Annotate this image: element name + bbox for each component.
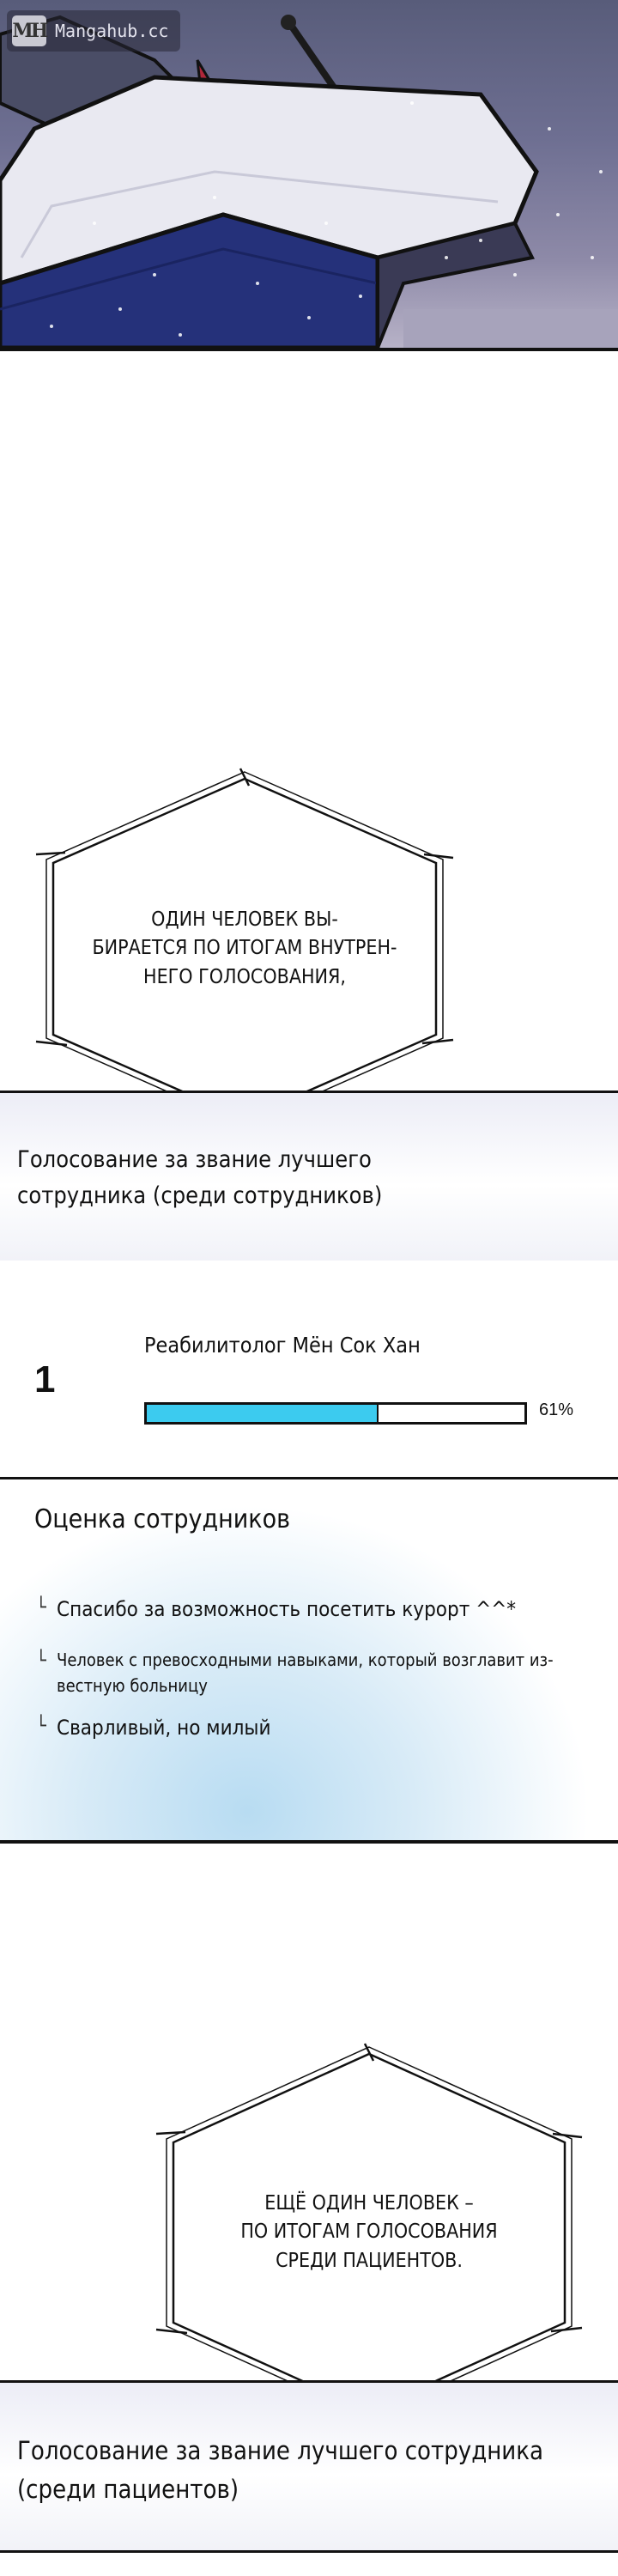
rank-name: Реабилитолог Мён Сок Хан: [144, 1333, 421, 1358]
review-item: [36, 1716, 270, 1740]
podium-illustration: [0, 0, 618, 348]
review-item: [36, 1647, 560, 1698]
review-text: Спасибо за возможность посетить курорт ^^*: [57, 1597, 517, 1621]
vote-progress-fill: [147, 1405, 379, 1422]
rank-number: 1: [34, 1358, 56, 1400]
vote-percent: 61%: [539, 1400, 574, 1419]
reply-arrow-icon: └: [36, 1650, 46, 1672]
speech-bubble-2: [154, 2044, 584, 2421]
site-logo-icon: MH: [12, 15, 46, 46]
scene-panel: [0, 0, 618, 351]
vote-banner-staff-title: [17, 1142, 382, 1214]
banner-1-line-2: сотрудника (среди сотрудников): [17, 1182, 383, 1209]
bubble-2-text: ЕЩЁ ОДИН ЧЕЛОВЕК – ПО ИТОГАМ ГОЛОСОВАНИЯ СРЕДИ ПАЦИЕНТОВ.: [240, 2191, 498, 2272]
site-name: Mangahub.cc: [55, 21, 169, 41]
review-text: Человек с превосходными навыками, который возглавит из-вестную больницу: [57, 1649, 554, 1696]
review-item: [36, 1597, 516, 1621]
reply-arrow-icon: └: [36, 1597, 46, 1619]
banner-2-line-1: Голосование за звание лучшего сотрудника: [17, 2436, 543, 2465]
ranking-card: [0, 1261, 618, 1479]
site-watermark: [7, 10, 180, 52]
vote-progress-bar: [144, 1402, 527, 1425]
banner-2-line-2: (среди пациентов): [17, 2474, 239, 2504]
reviews-title: Оценка сотрудников: [34, 1504, 291, 1534]
speech-bubble-1: [34, 769, 455, 1129]
banner-1-line-1: Голосование за звание лучшего: [17, 1146, 372, 1173]
reply-arrow-icon: └: [36, 1716, 46, 1737]
bubble-1-text: ОДИН ЧЕЛОВЕК ВЫ- БИРАЕТСЯ ПО ИТОГАМ ВНУТРЕН- НЕГО ГОЛОСОВАНИЯ,: [92, 908, 397, 988]
review-text: Сварливый, но милый: [57, 1716, 271, 1740]
vote-banner-patients-title: [17, 2432, 543, 2509]
